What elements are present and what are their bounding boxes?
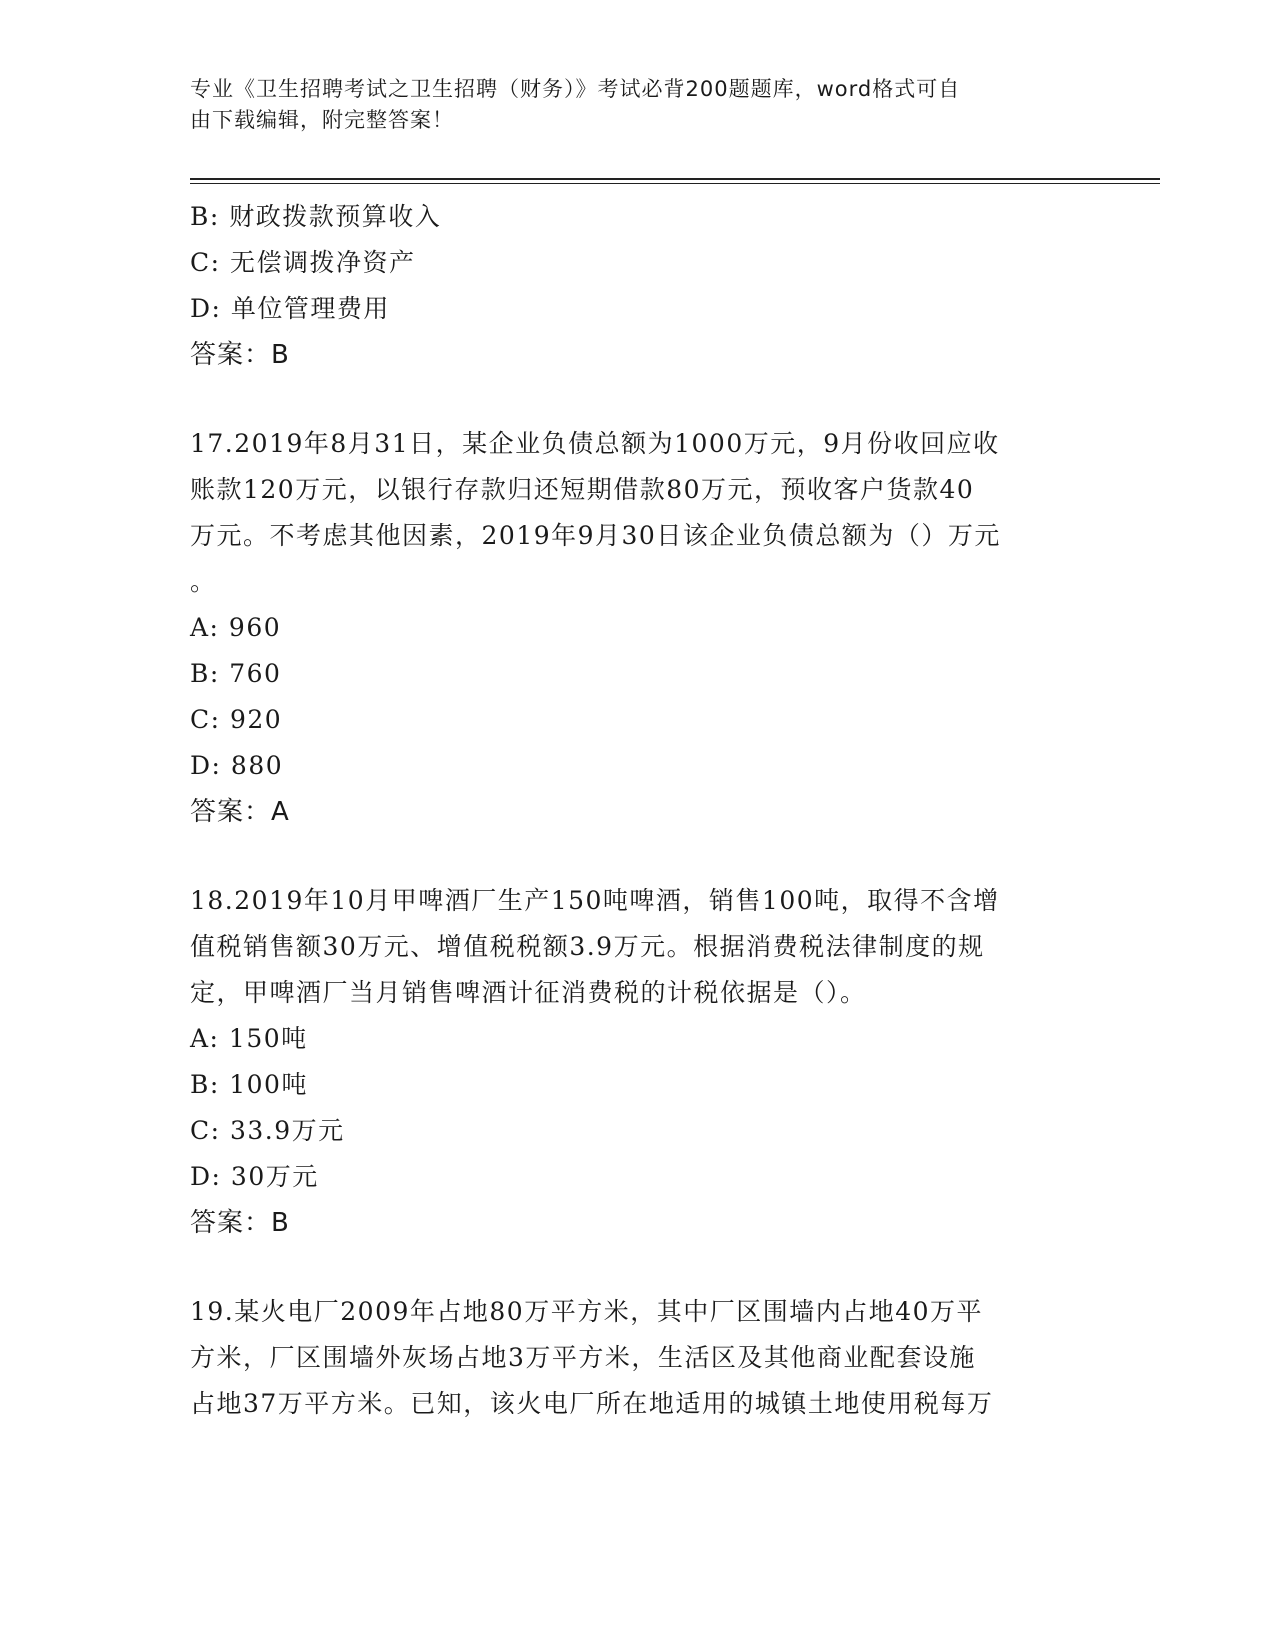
question-16-tail [190,194,1090,378]
header-divider-thick [190,178,1160,180]
option-b: B: 财政拨款预算收入 [190,202,442,231]
question-stem-line: 账款120万元，以银行存款归还短期借款80万元，预收客户货款40 [190,475,975,504]
spacer [190,835,1090,878]
question-18 [190,878,1090,1246]
question-17 [190,421,1090,835]
option-c: C: 33.9万元 [190,1116,345,1145]
question-stem-line: 方米，厂区围墙外灰场占地3万平方米，生活区及其他商业配套设施 [190,1343,976,1372]
answer: 答案：B [190,340,290,370]
header-divider-thin [190,183,1160,184]
answer: 答案：B [190,1208,290,1238]
option-d: D: 30万元 [190,1162,319,1191]
question-19 [190,1289,1090,1427]
answer: 答案：A [190,797,290,827]
option-d: D: 880 [190,751,284,780]
question-stem-line: 占地37万平方米。已知，该火电厂所在地适用的城镇土地使用税每万 [190,1389,994,1418]
option-d: D: 单位管理费用 [190,294,390,323]
question-stem [190,421,1090,605]
option-b: B: 100吨 [190,1070,308,1099]
header-title-line-2: 由下载编辑，附完整答案！ [190,108,454,132]
question-stem [190,1289,1090,1427]
option-a: A: 960 [190,613,282,642]
option-b: B: 760 [190,659,282,688]
question-stem-line: 17.2019年8月31日，某企业负债总额为1000万元，9月份收回应收 [190,429,1000,458]
question-list [190,194,1090,1427]
question-stem-line: 19.某火电厂2009年占地80万平方米，其中厂区围墙内占地40万平 [190,1297,984,1326]
question-stem-line: 定，甲啤酒厂当月销售啤酒计征消费税的计税依据是（）。 [190,978,867,1007]
question-stem-line: 。 [190,567,217,596]
question-stem-line: 万元。不考虑其他因素，2019年9月30日该企业负债总额为（）万元 [190,521,1001,550]
option-c: C: 920 [190,705,283,734]
header-title-line-1: 专业《卫生招聘考试之卫生招聘（财务）》考试必背200题题库，word格式可自 [190,77,961,101]
spacer [190,378,1090,421]
question-stem-line: 值税销售额30万元、增值税税额3.9万元。根据消费税法律制度的规 [190,932,985,961]
spacer [190,1246,1090,1289]
option-c: C: 无偿调拨净资产 [190,248,416,277]
document-header [190,74,1070,136]
option-a: A: 150吨 [190,1024,308,1053]
question-stem-line: 18.2019年10月甲啤酒厂生产150吨啤酒，销售100吨，取得不含增 [190,886,1000,915]
question-stem [190,878,1090,1016]
